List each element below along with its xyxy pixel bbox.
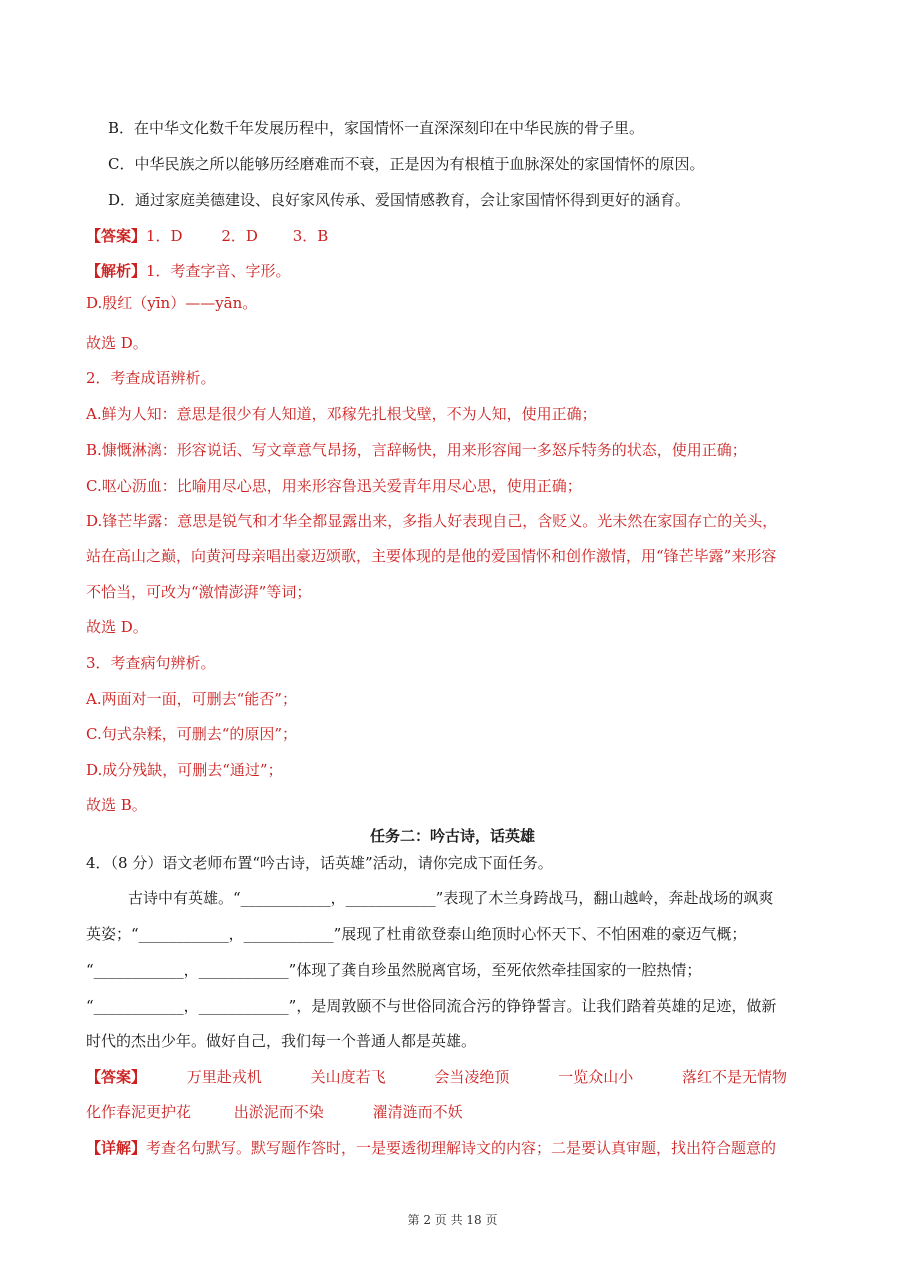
answer-1: 1．D: [146, 227, 183, 245]
analysis-line-12: 3．考查病句辨析。: [86, 654, 216, 672]
answer-4-item: 会当凌绝顶: [434, 1068, 510, 1086]
option-c: C．中华民族之所以能够历经磨难而不衰，正是因为有根植于血脉深处的家国情怀的原因。: [108, 155, 705, 173]
answer-4-row-2: [86, 1102, 463, 1122]
analysis-line-9: 站在高山之巅，向黄河母亲唱出豪迈颂歌，主要体现的是他的爱国情怀和创作激情，用“锋芒毕露”来形容: [86, 547, 777, 565]
detail-text: 考查名句默写。默写题作答时，一是要透彻理解诗文的内容；二是要认真审题，找出符合题意的: [146, 1139, 777, 1157]
page-footer: 第 2 页 共 18 页: [407, 1213, 498, 1227]
question-4-line-5: “____________，____________”，是周敦颐不与世俗同流合污的铮铮誓言。让我们踏着英雄的足迹，做新: [86, 997, 777, 1015]
detail-row: [86, 1138, 776, 1158]
analysis-line-2: D.殷红（yīn）——yān。: [86, 294, 258, 312]
analysis-line-14: C.句式杂糅，可删去“的原因”；: [86, 725, 298, 743]
answer-row: [86, 226, 328, 246]
answer-4-item: 出淤泥而不染: [233, 1103, 324, 1121]
answer-4-row-1: [86, 1067, 787, 1087]
answer-tag: 【答案】: [86, 227, 147, 245]
analysis-line-6: B.慷慨淋漓：形容说话、写文章意气昂扬，言辞畅快，用来形容闻一多怒斥特务的状态，使用正确；: [86, 441, 747, 459]
question-4-line-6: 时代的杰出少年。做好自己，我们每一个普通人都是英雄。: [86, 1032, 477, 1050]
answer-3: 3．B: [292, 227, 329, 245]
answer-4-item: 万里赴戎机: [186, 1068, 262, 1086]
analysis-row: [86, 261, 291, 281]
detail-tag: 【详解】: [86, 1139, 147, 1157]
analysis-tag: 【解析】: [86, 262, 147, 280]
option-d: D．通过家庭美德建设、良好家风传承、爱国情感教育，会让家国情怀得到更好的涵育。: [108, 191, 691, 209]
analysis-line-11: 故选 D。: [86, 618, 148, 636]
question-4-line-3: 英姿；“____________，____________”展现了杜甫欲登泰山绝顶时心怀天下、不怕困难的豪迈气概；: [86, 925, 747, 943]
answer-4-tag: 【答案】: [86, 1068, 147, 1086]
question-4-line-2: 古诗中有英雄。“____________，____________”表现了木兰身跨战马，翻山越岭，奔赴战场的飒爽: [128, 889, 774, 907]
answer-2: 2．D: [221, 227, 258, 245]
question-4-stem: 4．（8 分）语文老师布置“吟古诗，话英雄”活动，请你完成下面任务。: [86, 854, 553, 872]
option-b: B．在中华文化数千年发展历程中，家国情怀一直深深刻印在中华民族的骨子里。: [108, 119, 645, 137]
analysis-line-15: D.成分残缺，可删去“通过”；: [86, 761, 283, 779]
answer-4-item: 关山度若飞: [310, 1068, 386, 1086]
analysis-line-3: 故选 D。: [86, 334, 148, 352]
question-4-line-4: “____________，____________”体现了龚自珍虽然脱离官场，至死依然牵挂国家的一腔热情；: [86, 961, 702, 979]
analysis-line-5: A.鲜为人知：意思是很少有人知道，邓稼先扎根戈壁，不为人知，使用正确；: [86, 405, 597, 423]
analysis-line-1: 1．考查字音、字形。: [146, 262, 291, 280]
analysis-line-13: A.两面对一面，可删去“能否”；: [86, 690, 297, 708]
analysis-line-8: D.锋芒毕露：意思是锐气和才华全都显露出来，多指人好表现自己，含贬义。光未然在家国存亡的关头，: [86, 512, 778, 530]
answer-4-item: 一览众山小: [558, 1068, 634, 1086]
answer-4-item: 化作春泥更护花: [86, 1103, 192, 1121]
answer-4-item: 落红不是无情物: [681, 1068, 787, 1086]
answer-4-item: 濯清涟而不妖: [372, 1103, 463, 1121]
analysis-line-16: 故选 B。: [86, 796, 147, 814]
section-title: 任务二：吟古诗，话英雄: [369, 827, 535, 845]
analysis-line-4: 2．考查成语辨析。: [86, 369, 216, 387]
analysis-line-10: 不恰当，可改为“激情澎湃”等词；: [86, 583, 312, 601]
analysis-line-7: C.呕心沥血：比喻用尽心思，用来形容鲁迅关爱青年用尽心思，使用正确；: [86, 477, 582, 495]
